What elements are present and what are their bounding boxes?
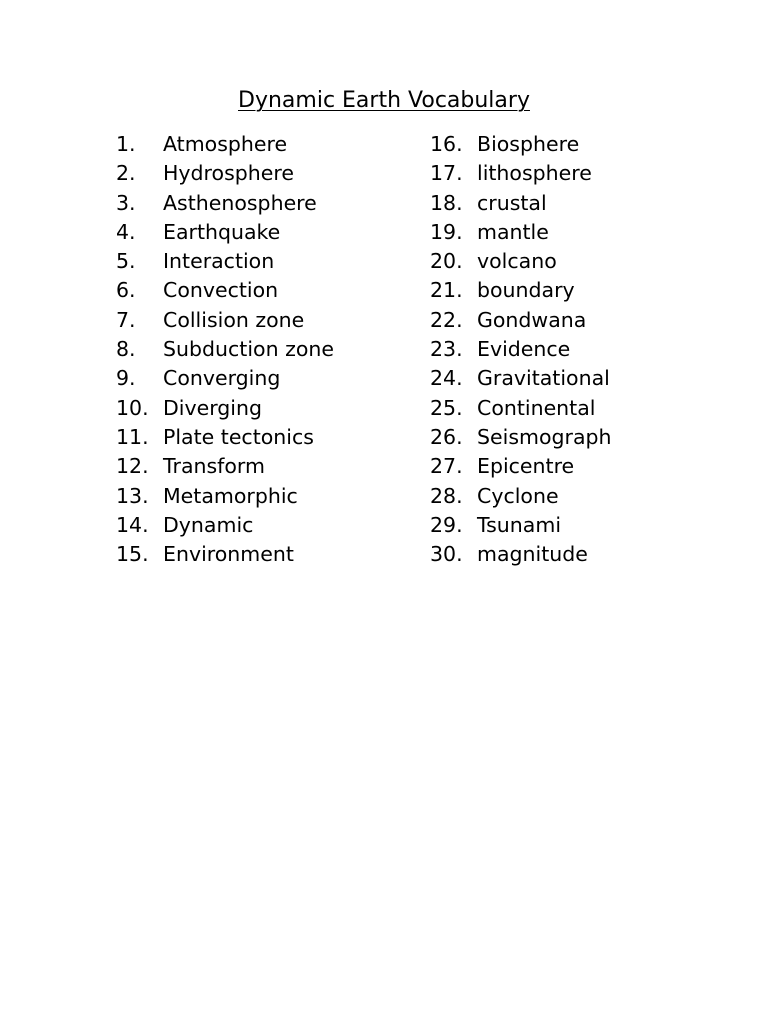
item-number: 29. xyxy=(430,512,463,537)
list-item xyxy=(430,482,612,511)
item-number: 3. xyxy=(116,190,136,215)
list-item xyxy=(116,394,334,423)
item-number: 13. xyxy=(116,483,149,508)
item-term: mantle xyxy=(477,219,549,244)
list-item xyxy=(116,540,334,569)
item-term: Transform xyxy=(163,454,265,479)
item-number: 19. xyxy=(430,219,463,244)
list-item xyxy=(116,159,334,188)
item-number: 6. xyxy=(116,278,136,303)
list-item xyxy=(430,511,612,540)
list-item xyxy=(430,364,612,393)
item-term: Plate tectonics xyxy=(163,424,314,449)
item-term: Atmosphere xyxy=(163,132,288,156)
item-number: 15. xyxy=(116,542,149,567)
item-number: 26. xyxy=(430,424,463,449)
item-term: Asthenosphere xyxy=(163,190,317,215)
list-item xyxy=(116,218,334,247)
list-item xyxy=(430,218,612,247)
item-number: 20. xyxy=(430,249,463,274)
item-term: Gravitational xyxy=(477,366,610,391)
item-number: 7. xyxy=(116,307,136,332)
item-number: 4. xyxy=(116,219,136,244)
item-number: 28. xyxy=(430,483,463,508)
list-item xyxy=(430,394,612,423)
list-item xyxy=(430,540,612,569)
list-item xyxy=(116,276,334,305)
list-item xyxy=(116,335,334,364)
list-item xyxy=(116,306,334,335)
item-number: 23. xyxy=(430,337,463,362)
item-number: 21. xyxy=(430,278,463,303)
item-term: crustal xyxy=(477,190,547,215)
item-number: 16. xyxy=(430,132,463,156)
item-term: Seismograph xyxy=(477,424,612,449)
vocabulary-list-left xyxy=(116,130,334,569)
item-term: Biosphere xyxy=(477,132,580,156)
item-term: Evidence xyxy=(477,337,571,362)
item-term: Subduction zone xyxy=(163,337,334,362)
item-term: Convection xyxy=(163,278,279,303)
list-item xyxy=(430,130,612,159)
item-term: Tsunami xyxy=(477,512,562,537)
item-term: Earthquake xyxy=(163,219,281,244)
item-number: 2. xyxy=(116,161,136,186)
item-number: 24. xyxy=(430,366,463,391)
item-term: boundary xyxy=(477,278,575,303)
list-item xyxy=(430,247,612,276)
item-term: Continental xyxy=(477,395,596,420)
item-term: Diverging xyxy=(163,395,263,420)
item-number: 22. xyxy=(430,307,463,332)
list-item xyxy=(116,364,334,393)
list-item xyxy=(430,306,612,335)
item-number: 1. xyxy=(116,132,136,156)
item-number: 27. xyxy=(430,454,463,479)
item-number: 30. xyxy=(430,542,463,567)
item-term: Gondwana xyxy=(477,307,587,332)
item-number: 17. xyxy=(430,161,463,186)
list-item xyxy=(116,452,334,481)
item-number: 14. xyxy=(116,512,149,537)
list-item xyxy=(116,511,334,540)
item-term: volcano xyxy=(477,249,557,274)
list-item xyxy=(116,482,334,511)
item-term: Collision zone xyxy=(163,307,305,332)
item-term: Cyclone xyxy=(477,483,559,508)
item-number: 12. xyxy=(116,454,149,479)
item-number: 18. xyxy=(430,190,463,215)
item-number: 8. xyxy=(116,337,136,362)
item-number: 10. xyxy=(116,395,149,420)
list-item xyxy=(430,452,612,481)
list-item xyxy=(116,247,334,276)
vocabulary-list-right xyxy=(430,130,612,569)
list-item xyxy=(116,189,334,218)
item-term: Dynamic xyxy=(163,512,254,537)
item-term: Metamorphic xyxy=(163,483,298,508)
item-term: magnitude xyxy=(477,542,588,567)
item-number: 9. xyxy=(116,366,136,391)
item-term: Environment xyxy=(163,542,294,567)
list-item xyxy=(430,159,612,188)
item-term: Epicentre xyxy=(477,454,575,479)
item-term: Interaction xyxy=(163,249,275,274)
list-item xyxy=(430,276,612,305)
list-item xyxy=(116,130,334,159)
item-number: 5. xyxy=(116,249,136,274)
item-number: 11. xyxy=(116,424,149,449)
list-item xyxy=(116,423,334,452)
list-item xyxy=(430,335,612,364)
list-item xyxy=(430,189,612,218)
item-term: lithosphere xyxy=(477,161,592,186)
item-term: Converging xyxy=(163,366,281,391)
list-item xyxy=(430,423,612,452)
item-number: 25. xyxy=(430,395,463,420)
item-term: Hydrosphere xyxy=(163,161,294,186)
page-title-text: Dynamic Earth Vocabulary xyxy=(238,88,530,113)
page-title xyxy=(0,86,768,116)
